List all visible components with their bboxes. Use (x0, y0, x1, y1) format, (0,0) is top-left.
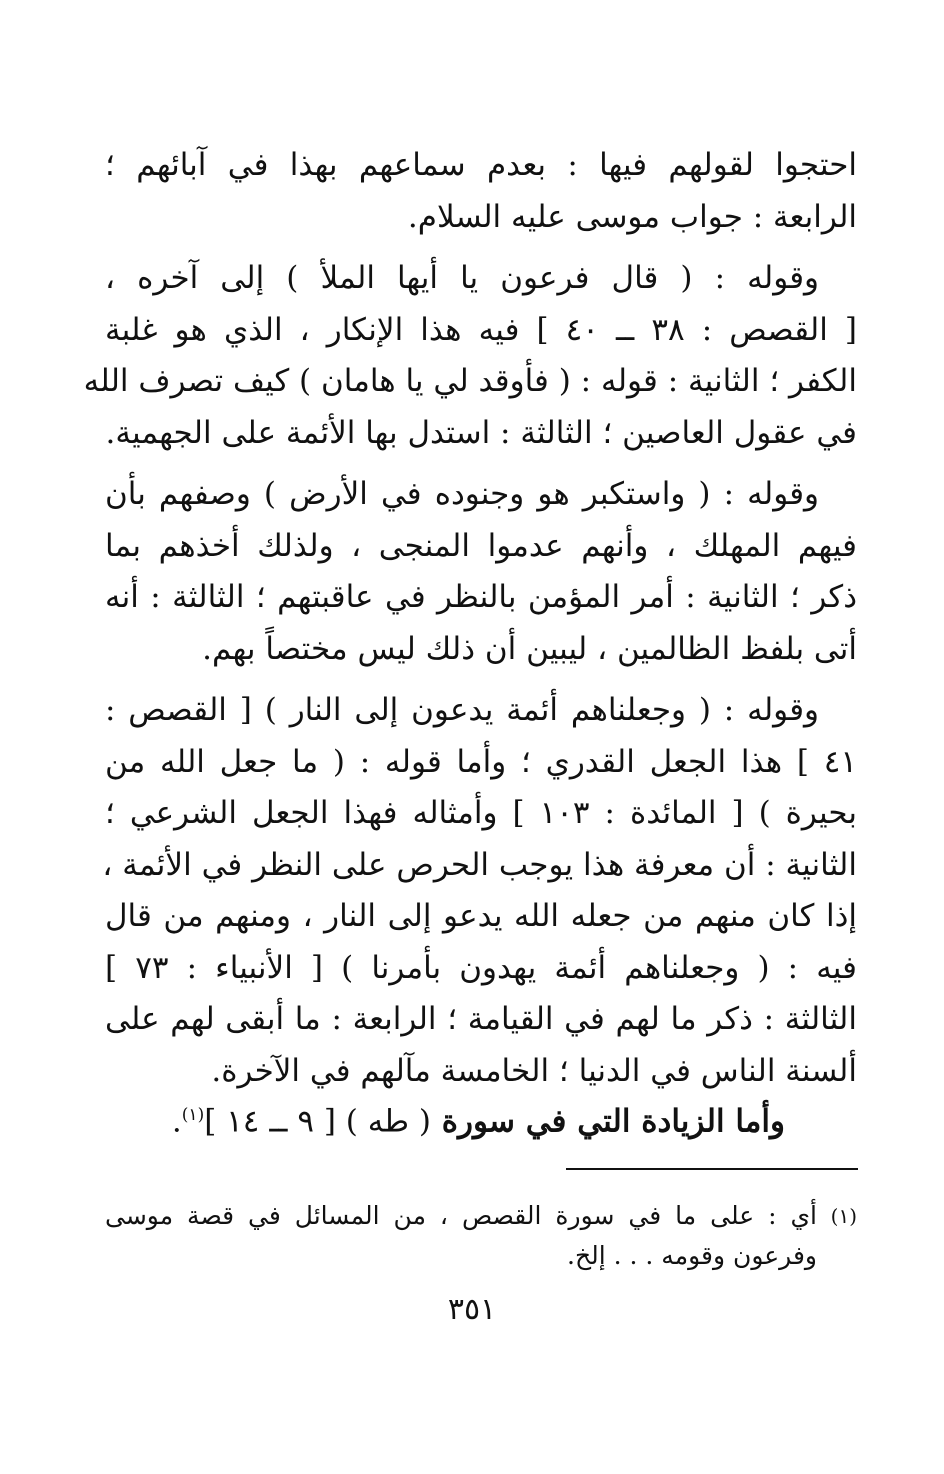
text-line: فيه : ( وجعلناهم أئمة يهدون بأمرنا ) [ الأنبياء : ٧٣ ] (105, 949, 857, 986)
text-line: وقوله : ( قال فرعون يا أيها الملأ ) إلى آخره ، (105, 260, 819, 296)
text-line: الثالثة : ذكر ما لهم في القيامة ؛ الرابعة : ما أبقى لهم على (105, 1001, 857, 1037)
text-line: احتجوا لقولهم فيها : بعدم سماعهم بهذا في آبائهم ؛ (105, 147, 857, 183)
footnote-line: وفرعون وقومه . . . إلخ. (567, 1241, 817, 1270)
heading-verse-ref: ( طه ) [ ٩ ــ ١٤ ] (204, 1103, 431, 1140)
paragraph-4 (102, 685, 858, 1097)
footnote-divider (566, 1168, 858, 1170)
paragraph-1 (105, 140, 857, 243)
text-line: وقوله : ( واستكبر هو وجنوده في الأرض ) وصفهم بأن (105, 476, 819, 512)
footnote (105, 1196, 857, 1276)
text-line: الثانية : أن معرفة هذا يوجب الحرص على النظر في الأئمة ، (102, 846, 857, 883)
heading-end: . (171, 1103, 182, 1140)
text-line: في عقول العاصين ؛ الثالثة : استدل بها الأئمة على الجهمية. (105, 414, 857, 451)
paragraph-2 (83, 253, 858, 459)
text-line: بحيرة ) [ المائدة : ١٠٣ ] وأمثاله فهذا الجعل الشرعي ؛ (105, 795, 858, 831)
footnote-line: أي : على ما في سورة القصص ، من المسائل في قصة موسى (105, 1201, 817, 1230)
text-line: وقوله : ( وجعلناهم أئمة يدعون إلى النار ) [ القصص : (105, 692, 819, 728)
footnote-reference: (١) (181, 1105, 205, 1125)
text-line: ألسنة الناس في الدنيا ؛ الخامسة مآلهم في الآخرة. (211, 1052, 857, 1089)
footnote-marker: (١) (830, 1204, 857, 1228)
text-line: فيهم المهلك ، وأنهم عدموا المنجى ، ولذلك أخذهم بما (105, 527, 857, 564)
section-heading (105, 1090, 785, 1147)
page-number: ٣٥١ (447, 1292, 497, 1327)
text-line: ذكر ؛ الثانية : أمر المؤمن بالنظر في عاقبتهم ؛ الثالثة : أنه (105, 579, 857, 615)
text-line: الكفر ؛ الثانية : قوله : ( فأوقد لي يا هامان ) كيف تصرف الله (83, 363, 857, 399)
text-line: أتى بلفظ الظالمين ، ليبين أن ذلك ليس مختصاً بهم. (202, 630, 857, 667)
paragraph-3 (105, 469, 857, 675)
heading-bold-text: وأما الزيادة التي في سورة (441, 1103, 785, 1140)
text-line: الرابعة : جواب موسى عليه السلام. (407, 198, 857, 235)
text-line: ٤١ ] هذا الجعل القدري ؛ وأما قوله : ( ما جعل الله من (105, 743, 857, 780)
text-line: إذا كان منهم من جعله الله يدعو إلى النار ، ومنهم من قال (105, 898, 857, 934)
text-line: [ القصص : ٣٨ ــ ٤٠ ] فيه هذا الإنكار ، الذي هو غلبة (105, 311, 858, 348)
main-text (83, 140, 858, 1097)
